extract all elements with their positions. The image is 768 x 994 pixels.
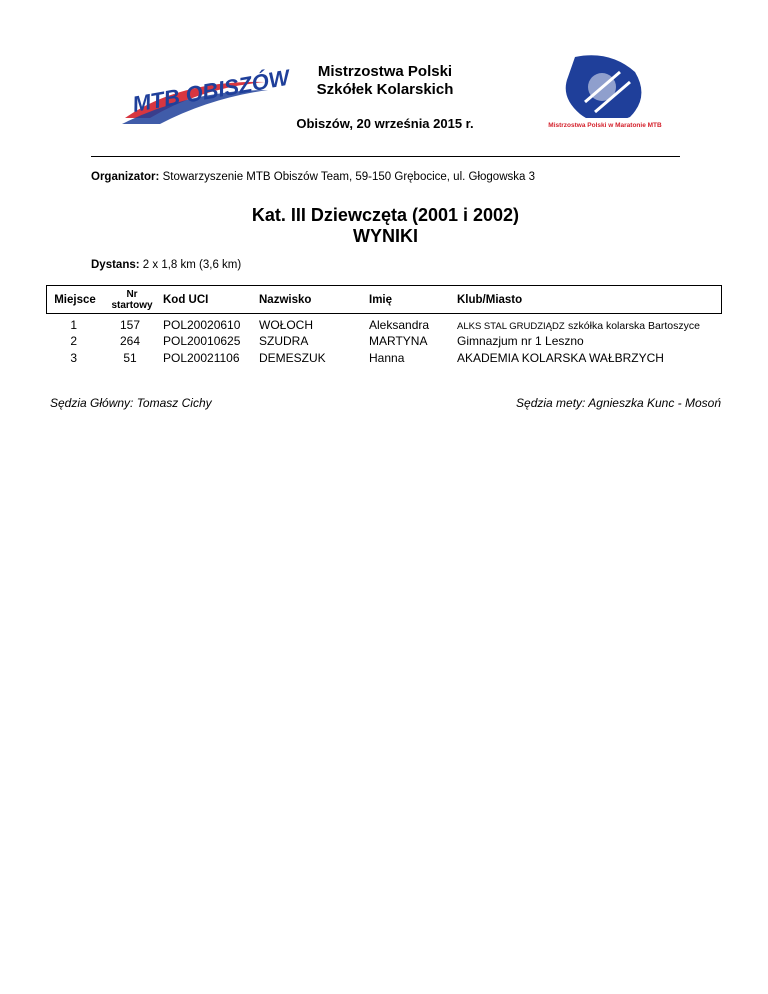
cell-surname: SZUDRA	[259, 334, 309, 348]
cell-club-part-a: ALKS STAL GRUDZIĄDZ	[457, 321, 565, 332]
organizer-label: Organizator:	[91, 171, 160, 183]
col-surname: Nazwisko	[259, 293, 312, 306]
category-title: Kat. III Dziewczęta (2001 i 2002)	[251, 205, 520, 225]
cell-name: Hanna	[369, 351, 405, 365]
cell-surname: DEMESZUK	[259, 351, 326, 365]
cell-place: 2	[70, 334, 78, 348]
cell-club-part-b: szkółka kolarska Bartoszyce	[568, 320, 700, 332]
title-line-2: Szkółek Kolarskich	[316, 81, 454, 98]
table-row	[47, 314, 722, 335]
results-table	[46, 285, 722, 368]
cell-name: MARTYNA	[369, 334, 428, 348]
cell-nr: 157	[119, 318, 141, 332]
category-heading	[91, 205, 680, 247]
cell-club: AKADEMIA KOLARSKA WAŁBRZYCH	[457, 351, 664, 365]
cell-uci: POL20021106	[163, 351, 240, 365]
title-line-1: Mistrzostwa Polski	[317, 63, 453, 80]
cell-surname: WOŁOCH	[259, 318, 313, 332]
col-nr-line2: startowy	[111, 299, 153, 311]
results-title: WYNIKI	[353, 226, 418, 246]
cell-uci: POL20020610	[163, 318, 241, 332]
event-title	[250, 63, 520, 99]
main-judge: Sędzia Główny: Tomasz Cichy	[50, 396, 212, 410]
organizer-value: Stowarzyszenie MTB Obiszów Team, 59-150 Grębocice, ul. Głogowska 3	[162, 171, 535, 183]
col-place: Miejsce	[47, 286, 102, 314]
cell-club: Gimnazjum nr 1 Leszno	[457, 334, 584, 348]
distance-line	[91, 259, 241, 271]
col-club: Klub/Miasto	[453, 286, 722, 314]
svg-text:MTB OBISZÓW: MTB OBISZÓW	[130, 64, 292, 117]
cell-place: 3	[70, 351, 78, 365]
finish-judge: Sędzia mety: Agnieszka Kunc - Mosoń	[516, 396, 721, 410]
col-nr-line1: Nr	[126, 288, 138, 300]
cell-club	[453, 314, 722, 335]
table-header-row	[47, 286, 722, 314]
maraton-mtb-logo	[540, 52, 670, 137]
cell-place: 1	[70, 318, 78, 332]
col-uci: Kod UCI	[163, 293, 209, 306]
mtb-obiszow-logo	[120, 64, 292, 130]
col-name: Imię	[369, 293, 393, 306]
cell-nr: 51	[123, 351, 137, 365]
col-nr	[101, 286, 159, 314]
table-row	[47, 334, 722, 351]
cell-name: Aleksandra	[369, 318, 430, 332]
svg-text:Mistrzostwa Polski w Maratonie: Mistrzostwa Polski w Maratonie MTB	[548, 122, 662, 129]
distance-label: Dystans:	[91, 259, 140, 271]
distance-value: 2 x 1,8 km (3,6 km)	[142, 259, 242, 271]
cell-uci: POL20010625	[163, 334, 241, 348]
table-row	[47, 351, 722, 368]
date-place: Obiszów, 20 września 2015 r.	[296, 116, 474, 131]
header-divider	[91, 156, 680, 157]
cell-nr: 264	[119, 334, 141, 348]
organizer-line	[91, 171, 535, 183]
